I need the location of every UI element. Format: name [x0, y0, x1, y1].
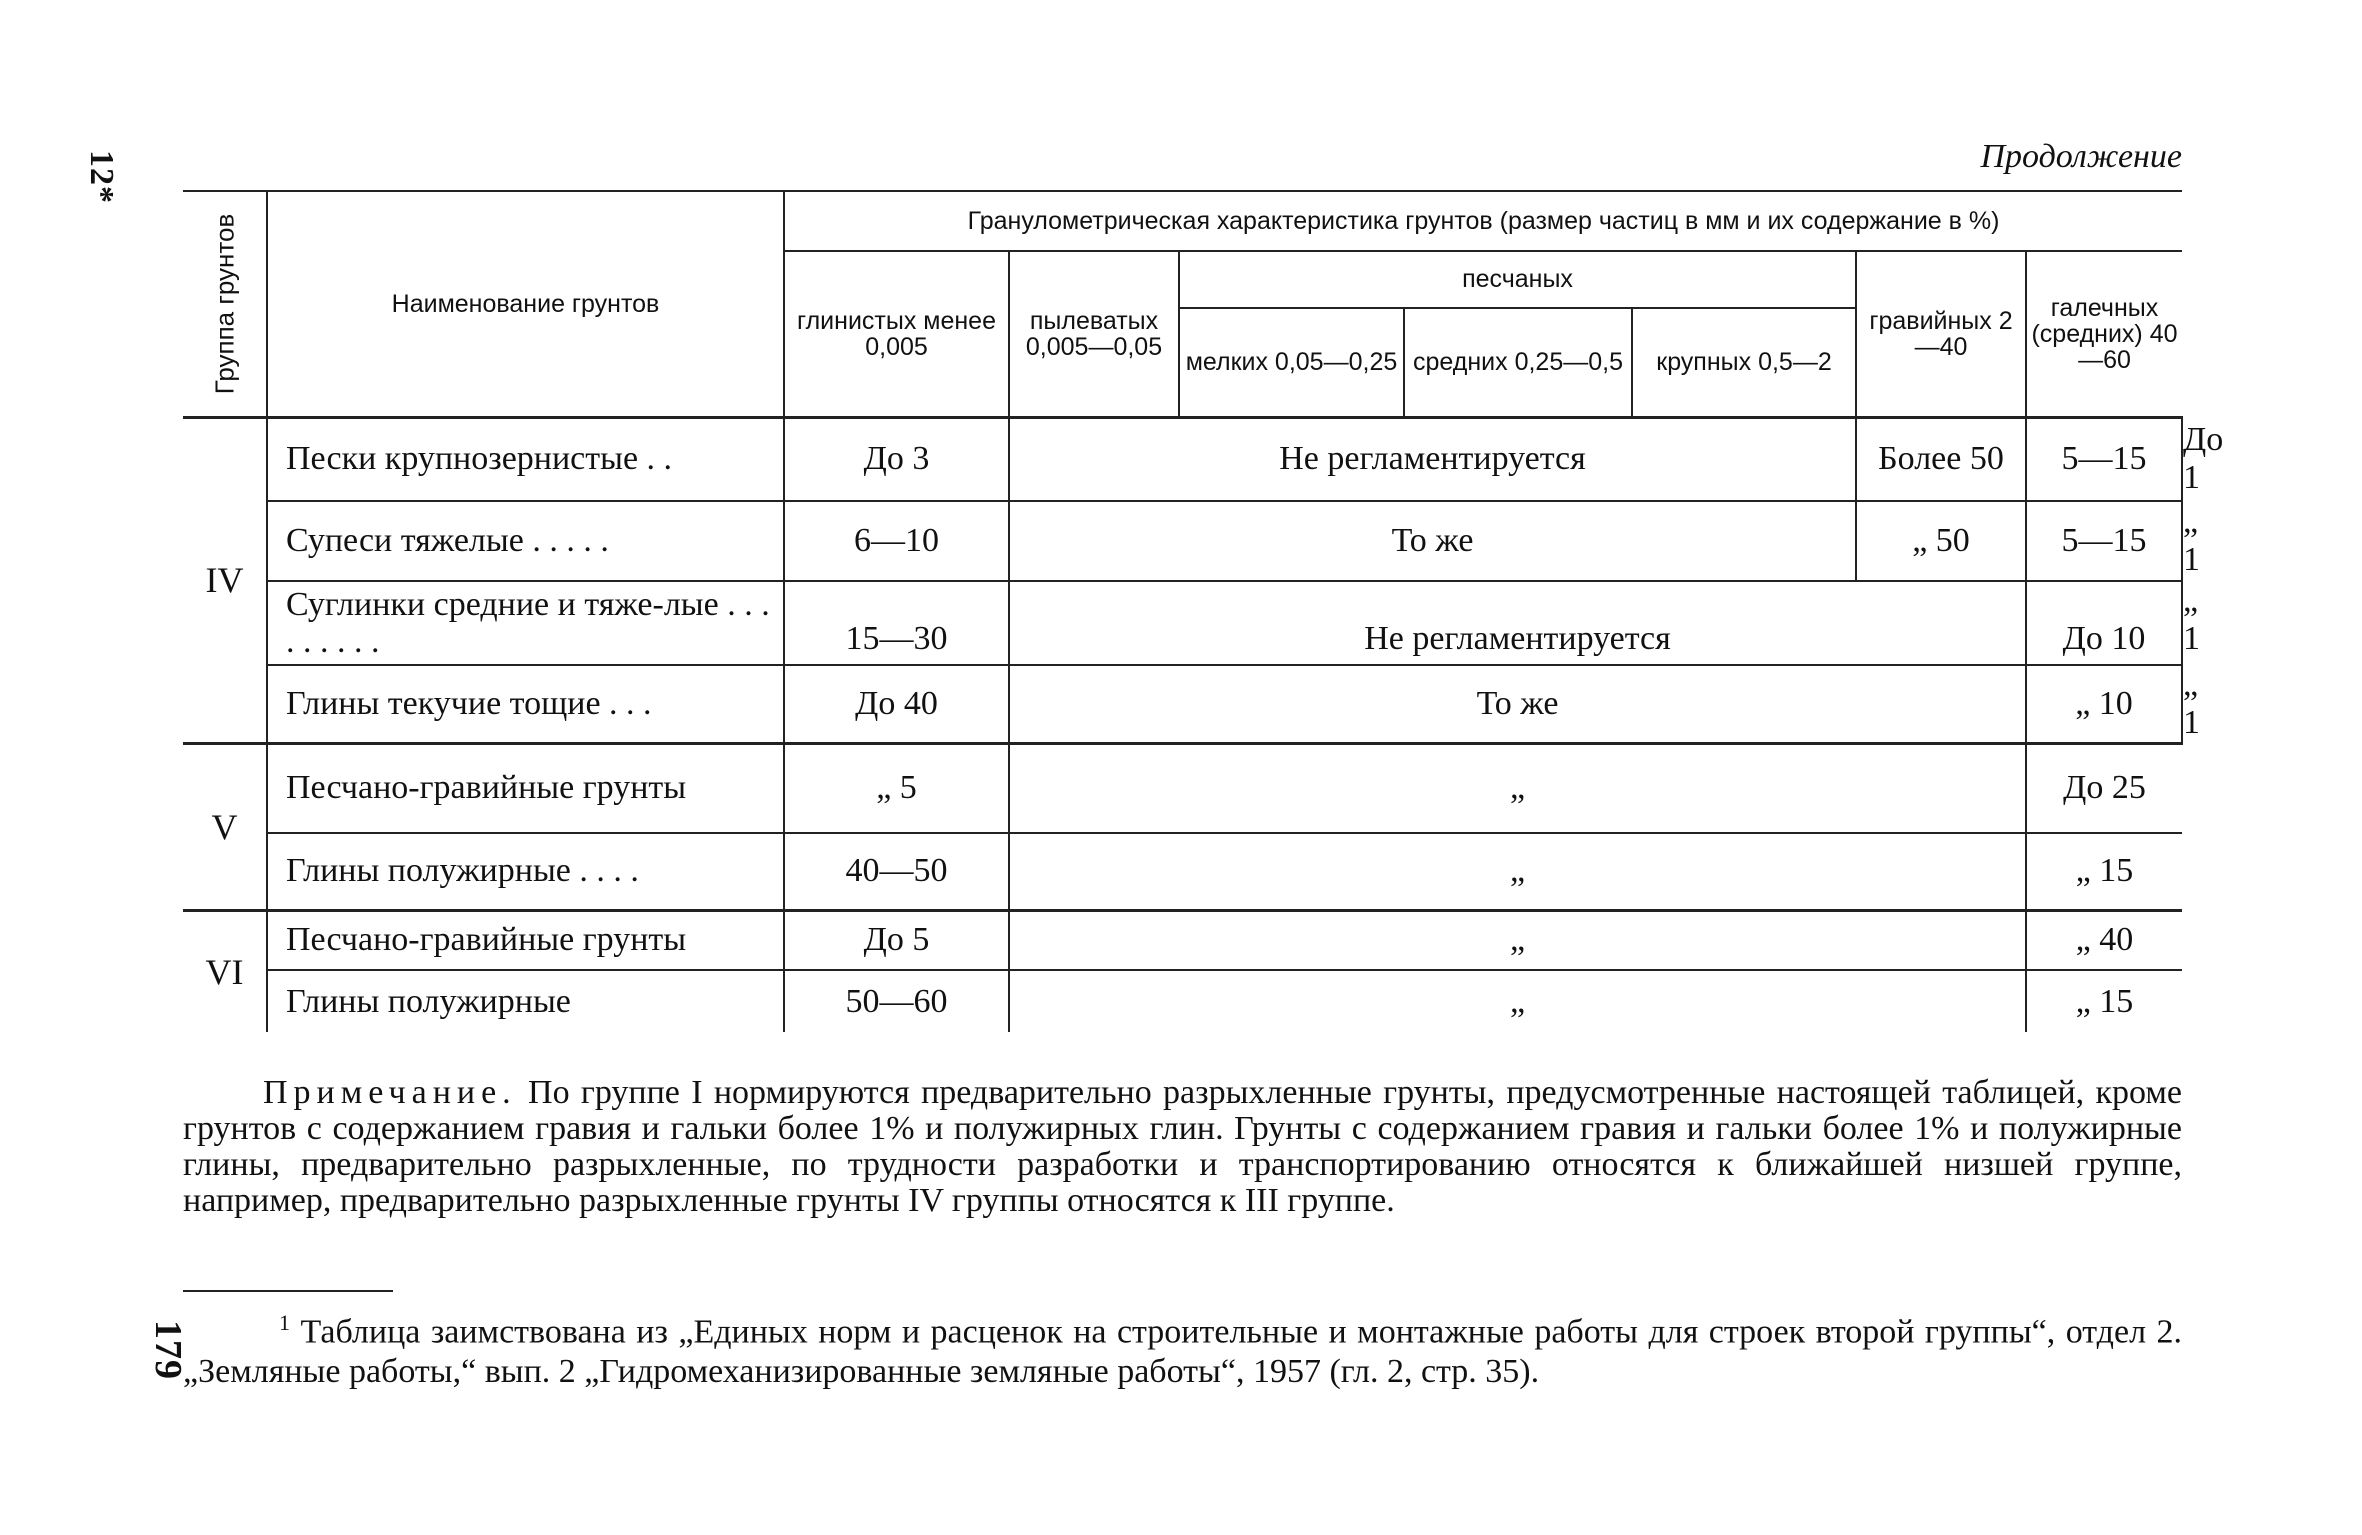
table-row — [183, 743, 2182, 833]
table-row — [183, 970, 2182, 1032]
group-label: VI — [183, 910, 267, 1032]
footnote-divider — [183, 1290, 393, 1292]
soil-name: Глины полужирные — [267, 970, 784, 1032]
gravel-value: 5—15 — [2026, 501, 2182, 581]
gravel-value: 5—15 — [2026, 418, 2182, 501]
group-col-header: Группа грунтов — [183, 191, 267, 418]
clay-col-header: глинистых менее 0,005 — [784, 251, 1009, 418]
mid-value: „ — [1009, 743, 2026, 833]
footnote-text: Таблица заимствована из „Единых норм и расценок на строительные и монтажные работы для строек второй группы“, отдел 2. „Земляные работы,“ вып. 2 „Гидромеханизированные земляные работы“, 1957 (гл. 2, стр. 35). — [183, 1313, 2183, 1391]
mid-value: Не регламентируется — [1009, 418, 1856, 501]
soil-name: Суглинки средние и тяже-лые . . . . . . . . . — [267, 581, 784, 665]
clay-value: До 40 — [784, 665, 1009, 744]
mid-value: „ — [1009, 833, 2026, 910]
table-row — [183, 833, 2182, 910]
sand-fine-header: мелких 0,05—0,25 — [1179, 308, 1404, 418]
gravel-value: До 10 — [2026, 581, 2182, 665]
table-row: Супеси тяжелые . . . . . 6—10 То же „ 50 5—15 „ 1 — [183, 501, 2182, 581]
gravel-value: „ 10 — [2026, 665, 2182, 744]
table-row: IV Пески крупнозернистые . . До 3 Не регламентируется Более 50 5—15 До 1 — [183, 418, 2182, 501]
note-text: По группе I нормируются предварительно разрыхленные грунты, предусмотренные настоящей таблицей, кроме грунтов с содержанием гравия и гальки более 1% и полужирных глин. Грунты с содержанием гравия и гальки более 1% и полужирные глины, предварительно разрыхленные, по трудности разработки и транспортированию относятся к ближайшей низшей группе, например, предварительно разрыхленные грунты IV группы относятся к III группе. — [183, 1074, 2182, 1219]
soil-name: Супеси тяжелые . . . . . — [267, 501, 784, 581]
name-col-header: Наименование грунтов — [267, 191, 784, 418]
mid-value: То же — [1009, 501, 1856, 581]
table-row: Глины текучие тощие . . . До 40 То же „ 10 „ 1 — [183, 665, 2182, 744]
clay-value: До 3 — [784, 418, 1009, 501]
granulometric-header: Гранулометрическая характеристика грунтов (размер частиц в мм и их содержание в %) — [784, 191, 2182, 251]
coarse-sand-value: „ 50 — [1856, 501, 2026, 581]
clay-value: 50—60 — [784, 970, 1009, 1032]
clay-value: До 5 — [784, 910, 1009, 970]
table-row — [183, 910, 2182, 970]
sand-medium-header: средних 0,25—0,5 — [1404, 308, 1632, 418]
page-marker-top: 12* — [83, 150, 120, 204]
clay-value: 40—50 — [784, 833, 1009, 910]
pebble-col-header: галечных (средних) 40—60 — [2026, 251, 2182, 418]
gravel-pebble-value: До 25 — [2026, 743, 2182, 833]
mid-value: Не регламентируется — [1009, 581, 2026, 665]
footnote — [183, 1303, 2182, 1392]
mid-value: То же — [1009, 665, 2026, 744]
coarse-sand-value: Более 50 — [1856, 418, 2026, 501]
note-label: Примечание. — [263, 1074, 517, 1111]
soil-name: Песчано-гравийные грунты — [267, 910, 784, 970]
group-label: IV — [183, 418, 267, 744]
soil-name: Глины полужирные . . . . — [267, 833, 784, 910]
mid-value: „ — [1009, 970, 2026, 1032]
table-row: Суглинки средние и тяже-лые . . . . . . . . . 15—30 Не регламентируется До 10 „ 1 — [183, 581, 2182, 665]
footnote-mark: 1 — [279, 1310, 290, 1335]
soil-name: Глины текучие тощие . . . — [267, 665, 784, 744]
group-label: V — [183, 743, 267, 910]
gravel-pebble-value: „ 15 — [2075, 982, 2134, 1020]
clay-value: „ 5 — [784, 743, 1009, 833]
sand-group-header: песчаных — [1179, 251, 1856, 308]
gravel-col-header: гравийных 2—40 — [1856, 251, 2026, 418]
soil-name: Песчано-гравийные грунты — [267, 743, 784, 833]
gravel-pebble-value: „ 40 — [2026, 910, 2182, 970]
sand-coarse-header: крупных 0,5—2 — [1632, 308, 1856, 418]
gravel-pebble-value: „ 15 — [2026, 833, 2182, 910]
mid-value: „ — [1009, 910, 2026, 970]
page-number: 179 — [147, 1320, 189, 1380]
soil-name: Пески крупнозернистые . . — [267, 418, 784, 501]
continuation-label: Продолжение — [1980, 138, 2182, 175]
table-note — [183, 1075, 2182, 1219]
clay-value: 15—30 — [784, 581, 1009, 665]
soil-table — [183, 190, 2224, 1032]
clay-value: 6—10 — [784, 501, 1009, 581]
silt-col-header: пылеватых 0,005—0,05 — [1009, 251, 1179, 418]
